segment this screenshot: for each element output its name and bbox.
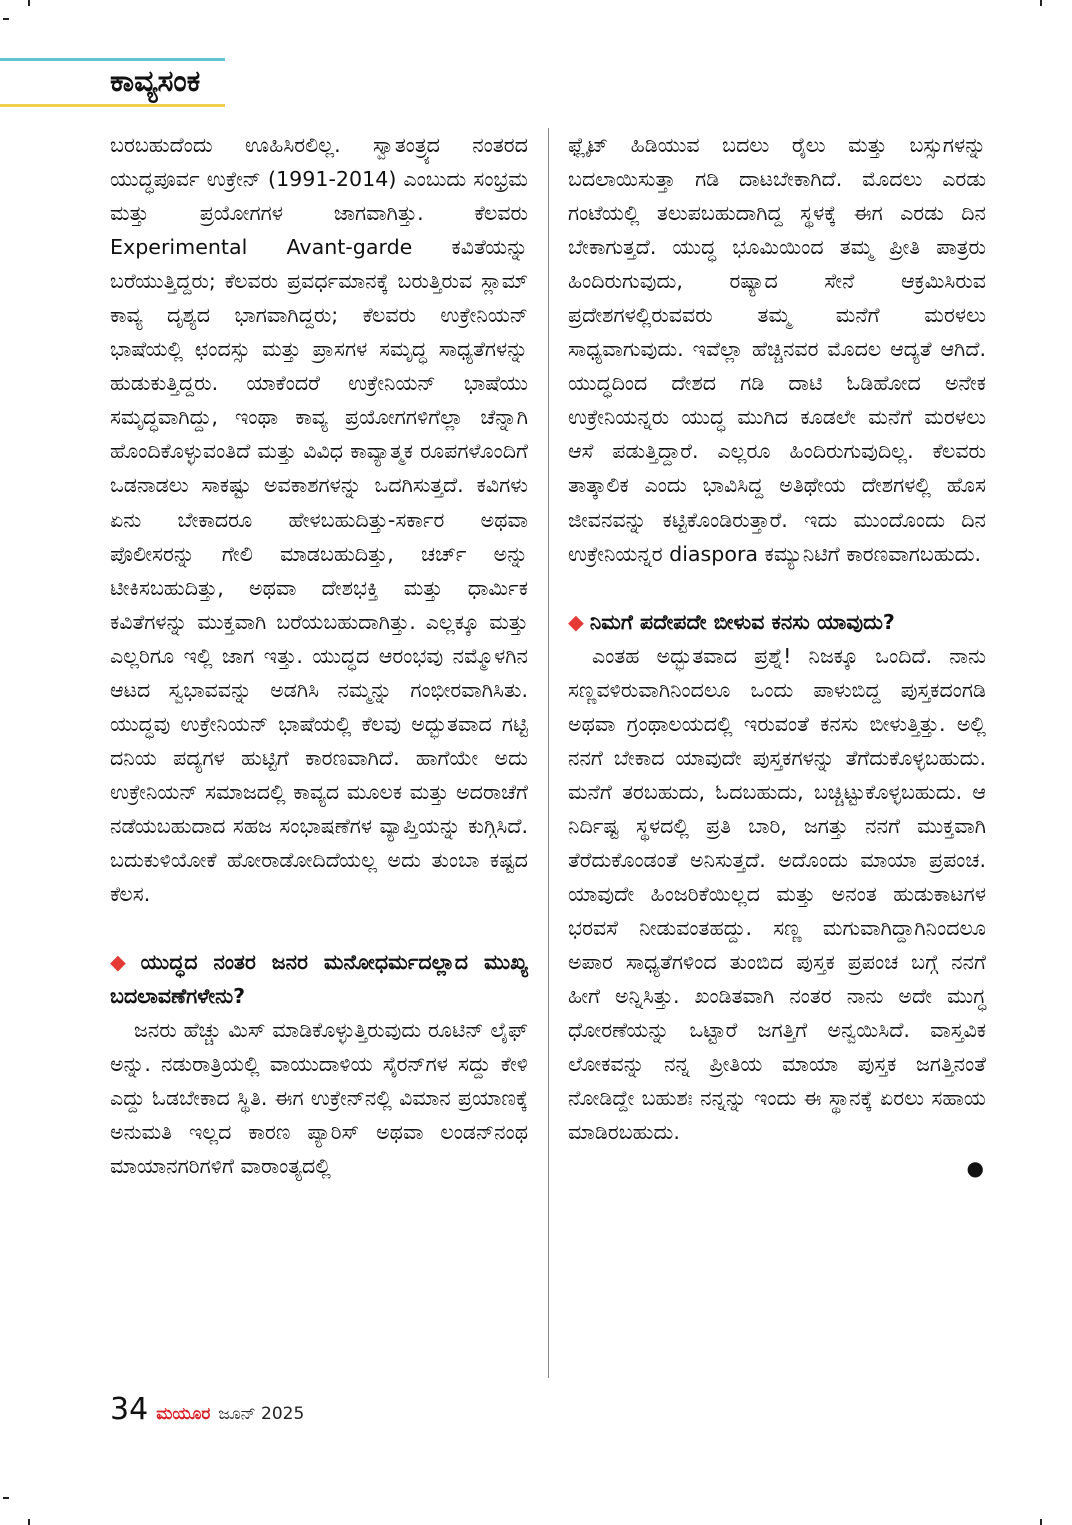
paragraph: ಫ್ಲೈಟ್ ಹಿಡಿಯುವ ಬದಲು ರೈಲು ಮತ್ತು ಬಸ್ಸುಗಳನ್ನು ಬದಲಾಯಿಸುತ್ತಾ ಗಡಿ ದಾಟಬೇಕಾಗಿದೆ. ಮೊದಲು ಎರಡು ಗಂಟೆಯಲ್ಲಿ ತಲುಪಬಹುದಾಗಿದ್ದ ಸ್ಥಳಕ್ಕೆ ಈಗ ಎರಡು ದಿನ ಬೇಕಾಗುತ್ತದೆ. ಯುದ್ಧ ಭೂಮಿಯಿಂದ ತಮ್ಮ ಪ್ರೀತಿ ಪಾತ್ರರು ಹಿಂದಿರುಗುವುದು, ರಷ್ಯಾದ ಸೇನೆ ಆಕ್ರಮಿಸಿರುವ ಪ್ರದೇಶಗಳಲ್ಲಿರುವವರು ತಮ್ಮ ಮನೆಗೆ ಮರಳಲು ಸಾಧ್ಯವಾಗುವುದು. ಇವೆಲ್ಲಾ ಹೆಚ್ಚಿನವರ ಮೊದಲ ಆದ್ಯತೆ ಆಗಿದೆ. ಯುದ್ಧದಿಂದ ದೇಶದ ಗಡಿ ದಾಟಿ ಓಡಿಹೋದ ಅನೇಕ ಉಕ್ರೇನಿಯನ್ನರು ಯುದ್ಧ ಮುಗಿದ ಕೂಡಲೇ ಮನೆಗೆ ಮರಳಲು ಆಸೆ ಪಡುತ್ತಿದ್ದಾರೆ. ಎಲ್ಲರೂ ಹಿಂದಿರುಗುವುದಿಲ್ಲ. ಕೆಲವರು ತಾತ್ಕಾಲಿಕ ಎಂದು ಭಾವಿಸಿದ್ದ ಅತಿಥೇಯ ದೇಶಗಳಲ್ಲಿ ಹೊಸ ಜೀವನವನ್ನು ಕಟ್ಟಿಕೊಂಡಿರುತ್ತಾರೆ. ಇದು ಮುಂದೊಂದು ದಿನ ಉಕ್ರೇನಿಯನ್ನರ diaspora ಕಮ್ಯುನಿಟಿಗೆ ಕಾರಣವಾಗಬಹುದು. [568, 133, 986, 566]
crop-mark [3, 1497, 9, 1499]
paragraph: ಎಂತಹ ಅದ್ಭುತವಾದ ಪ್ರಶ್ನೆ! ನಿಜಕ್ಕೂ ಒಂದಿದೆ. ನಾನು ಸಣ್ಣವಳಿರುವಾಗಿನಿಂದಲೂ ಒಂದು ಪಾಳುಬಿದ್ದ ಪುಸ್ತಕದಂಗಡಿ ಅಥವಾ ಗ್ರಂಥಾಲಯದಲ್ಲಿ ಇರುವಂತೆ ಕನಸು ಬೀಳುತ್ತಿತ್ತು. ಅಲ್ಲಿ ನನಗೆ ಬೇಕಾದ ಯಾವುದೇ ಪುಸ್ತಕಗಳನ್ನು ತೆಗೆದುಕೊಳ್ಳಬಹುದು. ಮನೆಗೆ ತರಬಹುದು, ಓದಬಹುದು, ಬಚ್ಚಿಟ್ಟುಕೊಳ್ಳಬಹುದು. ಆ ನಿರ್ದಿಷ್ಟ ಸ್ಥಳದಲ್ಲಿ ಪ್ರತಿ ಬಾರಿ, ಜಗತ್ತು ನನಗೆ ಮುಕ್ತವಾಗಿ ತೆರೆದುಕೊಂಡಂತೆ ಅನಿಸುತ್ತದೆ. ಅದೊಂದು ಮಾಯಾ ಪ್ರಪಂಚ. ಯಾವುದೇ ಹಿಂಜರಿಕೆಯಿಲ್ಲದ ಮತ್ತು ಅನಂತ ಹುಡುಕಾಟಗಳ ಭರವಸೆ ನೀಡುವಂತಹದ್ದು. ಸಣ್ಣ ಮಗುವಾಗಿದ್ದಾಗಿನಿಂದಲೂ ಅಪಾರ ಸಾಧ್ಯತೆಗಳಿಂದ ತುಂಬಿದ ಪುಸ್ತಕ ಪ್ರಪಂಚ ಬಗ್ಗೆ ನನಗೆ ಹೀಗೆ ಅನ್ನಿಸಿತ್ತು. ಖಂಡಿತವಾಗಿ ನಂತರ ನಾನು ಅದೇ ಮುಗ್ಧ ಧೋರಣೆಯನ್ನು ಒಟ್ಟಾರೆ ಜಗತ್ತಿಗೆ ಅನ್ವಯಿಸಿದೆ. ವಾಸ್ತವಿಕ ಲೋಕವನ್ನು ನನ್ನ ಪ್ರೀತಿಯ ಮಾಯಾ ಪುಸ್ತಕ ಜಗತ್ತಿನಂತೆ ನೋಡಿದ್ದೇ ಬಹುಶಃ ನನ್ನನ್ನು ಇಂದು ಈ ಸ್ಥಾನಕ್ಕೆ ಏರಲು ಸಹಾಯ ಮಾಡಿರಬಹುದು. [568, 643, 986, 1145]
magazine-logo: ಮಯೂರ [156, 1404, 211, 1424]
section-top-rule [0, 58, 225, 61]
crop-mark [28, 1519, 30, 1525]
crop-mark [28, 0, 30, 6]
right-column [568, 128, 986, 1181]
paragraph: ಬರಬಹುದೆಂದು ಊಹಿಸಿರಲಿಲ್ಲ. ಸ್ವಾತಂತ್ರ್ಯದ ನಂತರದ ಯುದ್ಧಪೂರ್ವ ಉಕ್ರೇನ್ (1991-2014) ಎಂಬುದು ಸಂಭ್ರಮ ಮತ್ತು ಪ್ರಯೋಗಗಳ ಜಾಗವಾಗಿತ್ತು. ಕೆಲವರು Experimental Avant-garde ಕವಿತೆಯನ್ನು ಬರೆಯುತ್ತಿದ್ದರು; ಕೆಲವರು ಪ್ರವರ್ಧಮಾನಕ್ಕೆ ಬರುತ್ತಿರುವ ಸ್ಲಾಮ್ ಕಾವ್ಯ ದೃಶ್ಯದ ಭಾಗವಾಗಿದ್ದರು; ಕೆಲವರು ಉಕ್ರೇನಿಯನ್ ಭಾಷೆಯಲ್ಲಿ ಛಂದಸ್ಸು ಮತ್ತು ಪ್ರಾಸಗಳ ಸಮೃದ್ಧ ಸಾಧ್ಯತೆಗಳನ್ನು ಹುಡುಕುತ್ತಿದ್ದರು. ಯಾಕೆಂದರೆ ಉಕ್ರೇನಿಯನ್ ಭಾಷೆಯು ಸಮೃದ್ಧವಾಗಿದ್ದು, ಇಂಥಾ ಕಾವ್ಯ ಪ್ರಯೋಗಗಳಿಗೆಲ್ಲಾ ಚೆನ್ನಾಗಿ ಹೊಂದಿಕೊಳ್ಳುವಂತಿದೆ ಮತ್ತು ವಿವಿಧ ಕಾವ್ಯಾತ್ಮಕ ರೂಪಗಳೊಂದಿಗೆ ಒಡನಾಡಲು ಸಾಕಷ್ಟು ಅವಕಾಶಗಳನ್ನು ಒದಗಿಸುತ್ತದೆ. ಕವಿಗಳು ಏನು ಬೇಕಾದರೂ ಹೇಳಬಹುದಿತ್ತು-ಸರ್ಕಾರ ಅಥವಾ ಪೊಲೀಸರನ್ನು ಗೇಲಿ ಮಾಡಬಹುದಿತ್ತು, ಚರ್ಚ್ ಅನ್ನು ಟೀಕಿಸಬಹುದಿತ್ತು, ಅಥವಾ ದೇಶಭಕ್ತಿ ಮತ್ತು ಧಾರ್ಮಿಕ ಕವಿತೆಗಳನ್ನು ಮುಕ್ತವಾಗಿ ಬರೆಯಬಹುದಾಗಿತ್ತು. ಎಲ್ಲಕ್ಕೂ ಮತ್ತು ಎಲ್ಲರಿಗೂ ಇಲ್ಲಿ ಜಾಗ ಇತ್ತು. ಯುದ್ಧದ ಆರಂಭವು ನಮ್ಮೊಳಗಿನ ಆಟದ ಸ್ವಭಾವವನ್ನು ಅಡಗಿಸಿ ನಮ್ಮನ್ನು ಗಂಭೀರವಾಗಿಸಿತು. ಯುದ್ಧವು ಉಕ್ರೇನಿಯನ್ ಭಾಷೆಯಲ್ಲಿ ಕೆಲವು ಅದ್ಭುತವಾದ ಗಟ್ಟಿ ದನಿಯ ಪದ್ಯಗಳ ಹುಟ್ಟಿಗೆ ಕಾರಣವಾಗಿದೆ. ಹಾಗೆಯೇ ಅದು ಉಕ್ರೇನಿಯನ್ ಸಮಾಜದಲ್ಲಿ ಕಾವ್ಯದ ಮೂಲಕ ಮತ್ತು ಅದರಾಚೆಗೆ ನಡೆಯಬಹುದಾದ ಸಹಜ ಸಂಭಾಷಣೆಗಳ ವ್ಯಾಪ್ತಿಯನ್ನು ಕುಗ್ಗಿಸಿದೆ. ಬದುಕುಳಿಯೋಕೆ ಹೋರಾಡೋದಿದೆಯಲ್ಲ ಅದು ತುಂಬಾ ಕಷ್ಟದ ಕೆಲಸ. [110, 133, 528, 907]
crop-mark [1040, 0, 1042, 6]
section-bottom-rule [0, 104, 225, 107]
crop-mark [3, 18, 9, 20]
diamond-bullet-icon: ◆ [110, 950, 135, 975]
column-divider [548, 128, 549, 1378]
crop-mark [1040, 1519, 1042, 1525]
diamond-bullet-icon: ◆ [568, 609, 584, 634]
spacer [568, 571, 986, 605]
paragraph: ಜನರು ಹೆಚ್ಚು ಮಿಸ್ ಮಾಡಿಕೊಳ್ಳುತ್ತಿರುವುದು ರೂಟಿನ್ ಲೈಫ್ ಅನ್ನು. ನಡುರಾತ್ರಿಯಲ್ಲಿ ವಾಯುದಾಳಿಯ ಸೈರನ್‌ಗಳ ಸದ್ದು ಕೇಳಿ ಎದ್ದು ಓಡಬೇಕಾದ ಸ್ಥಿತಿ. ಈಗ ಉಕ್ರೇನ್‌ನಲ್ಲಿ ವಿಮಾನ ಪ್ರಯಾಣಕ್ಕೆ ಅನುಮತಿ ಇಲ್ಲದ ಕಾರಣ ಪ್ಯಾರಿಸ್ ಅಥವಾ ಲಂಡನ್‌ನಂಥ ಮಾಯಾನಗರಿಗಳಿಗೆ ವಾರಾಂತ್ಯದಲ್ಲಿ [110, 1018, 528, 1179]
end-dot-icon: ● [966, 1156, 984, 1181]
issue-date: ಜೂನ್ 2025 [218, 1404, 305, 1424]
left-column [110, 128, 528, 1183]
spacer [110, 911, 528, 945]
question-text: ಯುದ್ಧದ ನಂತರ ಜನರ ಮನೋಧರ್ಮದಲ್ಲಾದ ಮುಖ್ಯ ಬದಲಾವಣೆಗಳೇನು? [110, 950, 528, 1009]
question-text: ನಿಮಗೆ ಪದೇಪದೇ ಬೀಳುವ ಕನಸು ಯಾವುದು? [589, 609, 895, 634]
question-heading [110, 945, 528, 1013]
question-heading [568, 605, 986, 639]
section-title: ಕಾವ್ಯಸಂಕ [110, 64, 201, 99]
page-footer [110, 1392, 304, 1428]
page-number: 34 [110, 1392, 149, 1427]
